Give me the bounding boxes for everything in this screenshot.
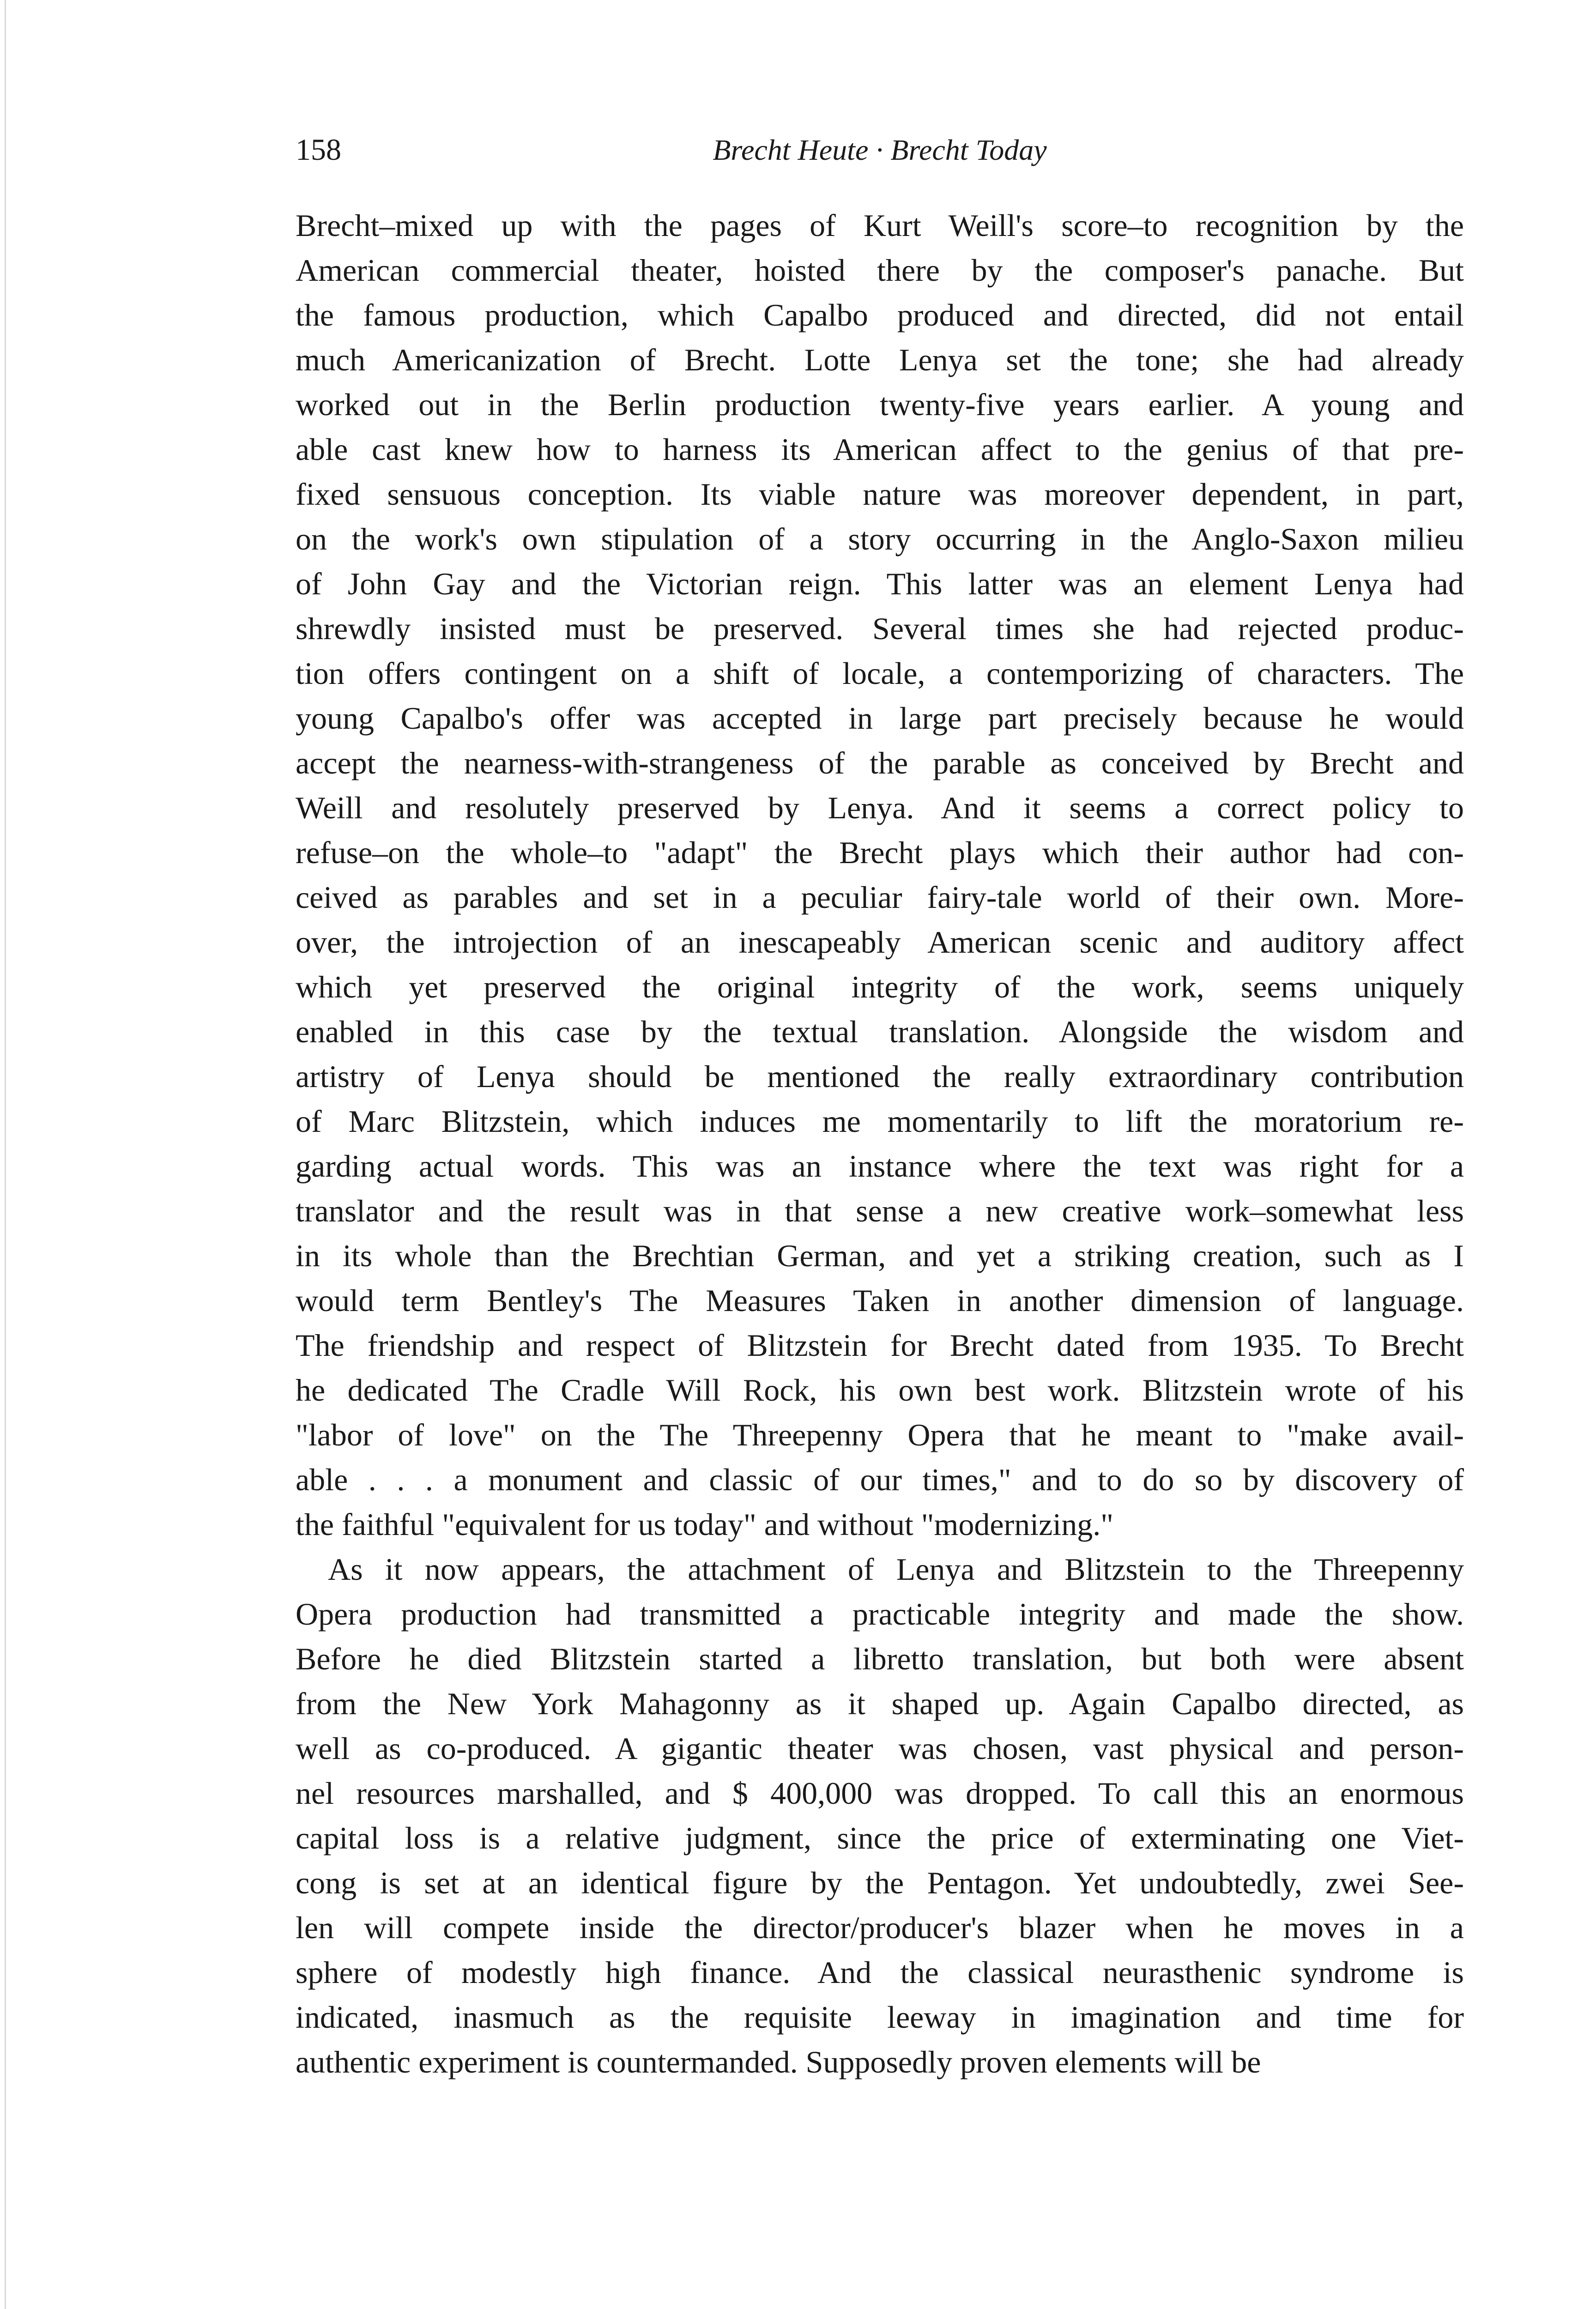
scan-edge-rule [5, 0, 6, 2309]
text-line: ceived as parables and set in a peculiar fairy-tale world of their own. More- [296, 880, 1464, 915]
text-line: capital loss is a relative judgment, since the price of exterminating one Viet- [296, 1820, 1464, 1856]
paragraph [296, 1547, 1464, 2085]
text-line: Before he died Blitzstein started a libretto translation, but both were absent [296, 1641, 1464, 1676]
text-line: sphere of modestly high finance. And the classical neurasthenic syndrome is [296, 1955, 1464, 1990]
text-line: indicated, inasmuch as the requisite leeway in imagination and time for [296, 2000, 1464, 2035]
body-text [296, 203, 1464, 2085]
paragraph [296, 203, 1464, 1547]
text-line: The friendship and respect of Blitzstein for Brecht dated from 1935. To Brecht [296, 1328, 1464, 1363]
text-line: of John Gay and the Victorian reign. This latter was an element Lenya had [296, 566, 1464, 601]
text-line: translator and the result was in that sense a new creative work–somewhat less [296, 1193, 1464, 1228]
text-line: American commercial theater, hoisted there by the composer's panache. But [296, 253, 1464, 288]
text-line: cong is set at an identical figure by the Pentagon. Yet undoubtedly, zwei See- [296, 1865, 1464, 1900]
text-line: on the work's own stipulation of a story occurring in the Anglo-Saxon milieu [296, 521, 1464, 556]
text-line: of Marc Blitzstein, which induces me momentarily to lift the moratorium re- [296, 1104, 1464, 1139]
text-line: tion offers contingent on a shift of locale, a contemporizing of characters. The [296, 656, 1464, 691]
text-line: artistry of Lenya should be mentioned the really extraordinary contribution [296, 1059, 1464, 1094]
text-line: fixed sensuous conception. Its viable nature was moreover dependent, in part, [296, 477, 1464, 512]
text-line: able . . . a monument and classic of our times," and to do so by discovery of [296, 1462, 1464, 1497]
text-line: As it now appears, the attachment of Lenya and Blitzstein to the Threepenny [328, 1552, 1464, 1587]
running-head [296, 125, 1464, 175]
text-line: worked out in the Berlin production twenty-five years earlier. A young and [296, 387, 1464, 422]
text-line: much Americanization of Brecht. Lotte Lenya set the tone; she had already [296, 342, 1464, 377]
text-line: authentic experiment is countermanded. Supposedly proven elements will be [296, 2044, 1261, 2079]
text-line: would term Bentley's The Measures Taken in another dimension of language. [296, 1283, 1464, 1318]
page-number: 158 [296, 133, 341, 167]
text-line: accept the nearness-with-strangeness of the parable as conceived by Brecht and [296, 745, 1464, 780]
text-line: the famous production, which Capalbo produced and directed, did not entail [296, 297, 1464, 332]
text-line: the faithful "equivalent for us today" and without "modernizing." [296, 1507, 1113, 1542]
text-line: len will compete inside the director/producer's blazer when he moves in a [296, 1910, 1464, 1945]
text-line: well as co-produced. A gigantic theater was chosen, vast physical and person- [296, 1731, 1464, 1766]
text-line: which yet preserved the original integrity of the work, seems uniquely [296, 969, 1464, 1004]
text-line: garding actual words. This was an instance where the text was right for a [296, 1148, 1464, 1184]
text-line: from the New York Mahagonny as it shaped up. Again Capalbo directed, as [296, 1686, 1464, 1721]
text-line: he dedicated The Cradle Will Rock, his own best work. Blitzstein wrote of his [296, 1372, 1464, 1408]
text-line: Weill and resolutely preserved by Lenya. And it seems a correct policy to [296, 790, 1464, 825]
text-line: over, the introjection of an inescapeably American scenic and auditory affect [296, 925, 1464, 960]
text-line: shrewdly insisted must be preserved. Several times she had rejected produc- [296, 611, 1464, 646]
text-line: nel resources marshalled, and $ 400,000 was dropped. To call this an enormous [296, 1776, 1464, 1811]
text-line: refuse–on the whole–to "adapt" the Brecht plays which their author had con- [296, 835, 1464, 870]
text-line: able cast knew how to harness its American affect to the genius of that pre- [296, 432, 1464, 467]
text-line: enabled in this case by the textual translation. Alongside the wisdom and [296, 1014, 1464, 1049]
text-line: Opera production had transmitted a practicable integrity and made the show. [296, 1596, 1464, 1632]
text-line: Brecht–mixed up with the pages of Kurt Weill's score–to recognition by the [296, 208, 1464, 243]
text-line: young Capalbo's offer was accepted in large part precisely because he would [296, 701, 1464, 736]
running-title: Brecht Heute · Brecht Today [713, 133, 1047, 166]
text-line: "labor of love" on the The Threepenny Opera that he meant to "make avail- [296, 1417, 1464, 1452]
text-line: in its whole than the Brechtian German, and yet a striking creation, such as I [296, 1238, 1464, 1273]
